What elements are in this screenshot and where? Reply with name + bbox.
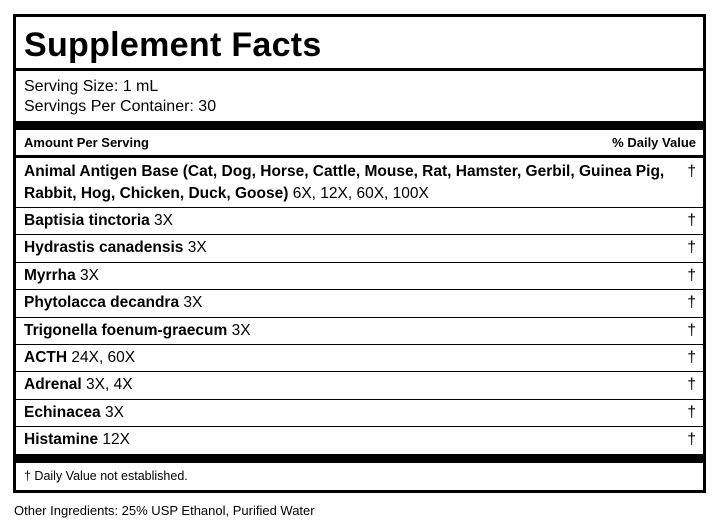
ingredient-text [24,161,674,205]
ingredient-row [16,208,703,234]
divider-thick [16,454,703,463]
ingredient-potency: 3X [100,403,124,421]
divider-thick [16,121,703,130]
ingredient-potency: 3X [149,212,174,229]
daily-value-dagger: † [687,376,696,394]
ingredient-row [16,400,703,426]
daily-value-dagger: † [687,163,696,180]
ingredient-name: ACTH [24,348,68,366]
ingredient-name: Myrrha [24,266,76,284]
other-ingredients: Other Ingredients: 25% USP Ethanol, Purified Water [14,503,315,518]
amount-per-serving-header: Amount Per Serving [24,135,149,150]
ingredient-text [24,237,674,259]
ingredient-potency: 24X, 60X [67,348,136,366]
daily-value-dagger: † [687,403,696,421]
ingredient-list [16,158,703,454]
daily-value-dagger: † [687,266,696,284]
ingredient-row [16,318,703,344]
ingredient-potency: 3X [183,239,207,257]
ingredient-name: Phytolacca decandra [24,294,180,312]
ingredient-name: Baptisia tinctoria [24,212,150,229]
serving-info [16,71,703,121]
ingredient-potency: 3X, 4X [81,376,133,394]
ingredient-potency: 6X, 12X, 60X, 100X [288,185,429,202]
ingredient-potency: 12X [98,431,130,449]
ingredient-text [24,210,674,232]
daily-value-dagger: † [687,321,696,339]
daily-value-dagger: † [687,431,696,449]
ingredient-name: Trigonella foenum-graecum [24,321,228,339]
ingredient-name: Hydrastis canadensis [24,239,184,257]
daily-value-dagger: † [687,212,696,229]
daily-value-header: % Daily Value [612,135,696,150]
ingredient-text [24,347,674,369]
ingredient-row [16,158,703,207]
ingredient-name: Echinacea [24,403,101,421]
daily-value-dagger: † [687,239,696,257]
serving-size: Serving Size: 1 mL [24,78,159,95]
servings-per-container: Servings Per Container: 30 [24,98,217,115]
ingredient-text [24,402,674,424]
ingredient-name: Animal Antigen Base (Cat, Dog, Horse, Cattle, Mouse, Rat, Hamster, Gerbil, Guinea Pig, Rabbit, Hog, Chicken, Duck, Goose) [24,163,665,202]
ingredient-potency: 3X [227,321,251,339]
daily-value-dagger: † [687,348,696,366]
ingredient-name: Adrenal [24,376,82,394]
ingredient-text [24,429,674,451]
ingredient-potency: 3X [179,294,203,312]
ingredient-text [24,374,674,396]
footnote: † Daily Value not established. [24,468,188,483]
ingredient-row [16,427,703,453]
ingredient-row [16,372,703,398]
ingredient-potency: 3X [75,266,99,284]
panel-title: Supplement Facts [24,26,322,64]
ingredient-row [16,345,703,371]
column-header [16,130,703,155]
ingredient-text [24,265,674,287]
ingredient-text [24,292,674,314]
ingredient-text [24,320,674,342]
ingredient-row [16,290,703,316]
ingredient-row [16,263,703,289]
ingredient-name: Histamine [24,431,99,449]
ingredient-row [16,235,703,261]
daily-value-dagger: † [687,294,696,312]
supplement-facts-panel [13,14,706,493]
